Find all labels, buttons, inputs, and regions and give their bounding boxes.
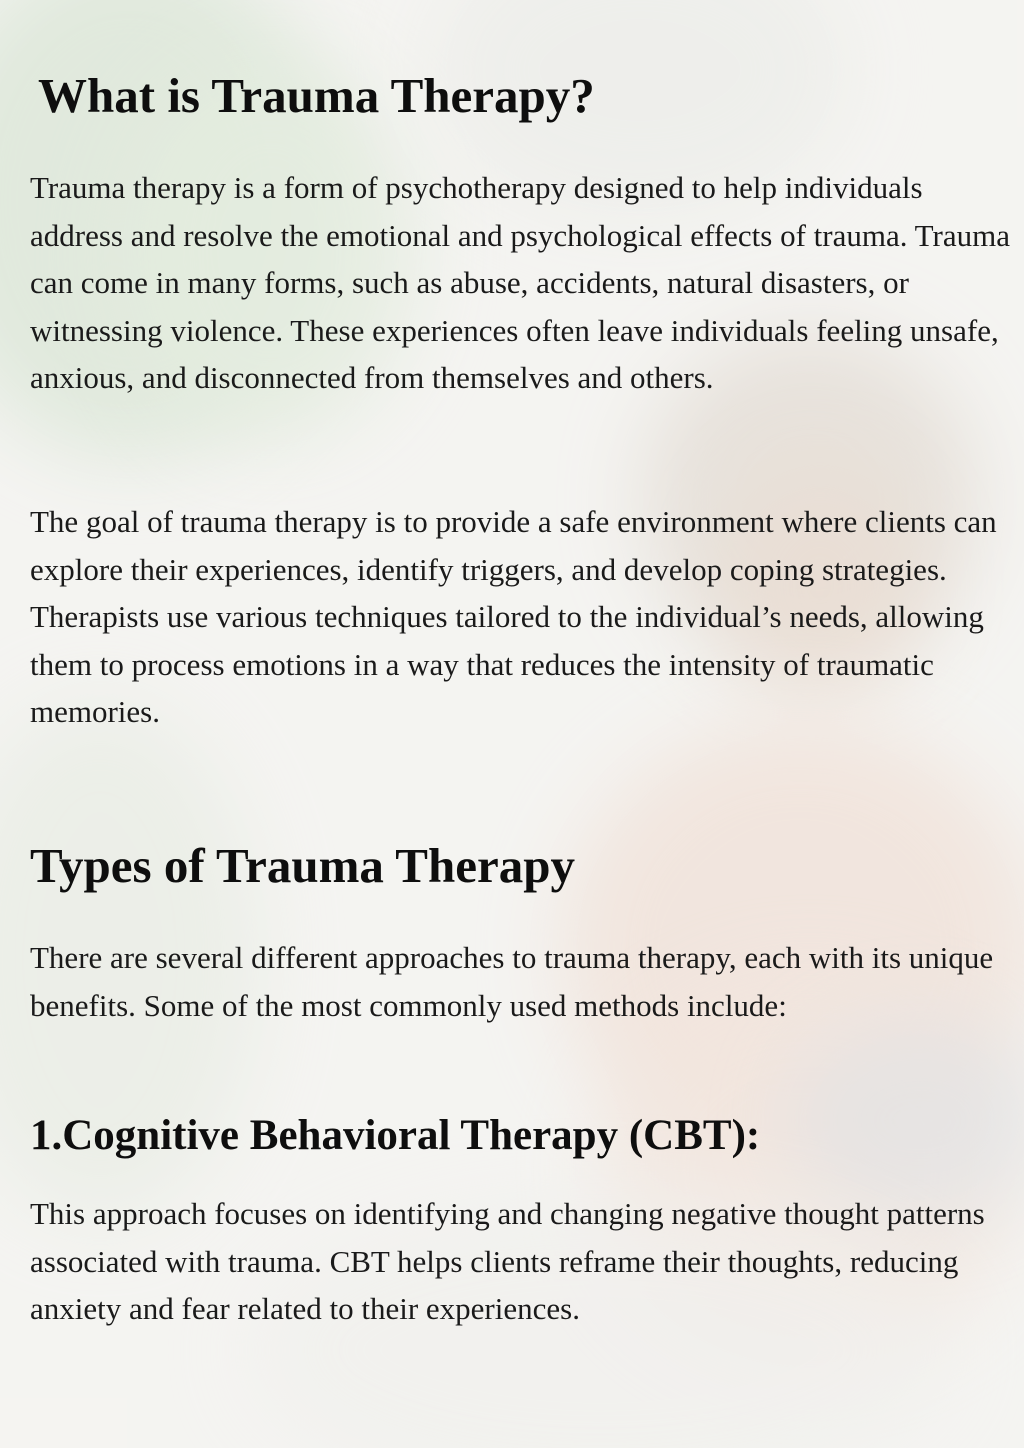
cbt-description: This approach focuses on identifying and changing negative thought patterns associated with trauma. CBT helps clients reframe their thoughts, reducing anxiety and fear related to their experiences. (30, 1196, 985, 1327)
intro-paragraph: Trauma therapy is a form of psychotherapy designed to help individuals address and resolve the emotional and psychological effects of trauma. Trauma can come in many forms, such as abuse, accidents, natural disasters, or witnessing violence. These experiences often leave individuals feeling unsafe, anxious, and disconnected from themselves and others. (30, 170, 1010, 396)
types-heading: Types of Trauma Therapy (30, 838, 575, 893)
goal-paragraph: The goal of trauma therapy is to provide a safe environment where clients can explore their experiences, identify triggers, and develop coping strategies. Therapists use various techniques tailored to the individual’s needs, allowing them to process emotions in a way that reduces the intensity of traumatic memories. (30, 504, 997, 730)
cbt-heading: 1.Cognitive Behavioral Therapy (CBT): (30, 1112, 761, 1159)
types-intro-paragraph: There are several different approaches to trauma therapy, each with its unique benefits. Some of the most commonly used methods include: (30, 940, 994, 1023)
page-title: What is Trauma Therapy? (38, 68, 595, 123)
